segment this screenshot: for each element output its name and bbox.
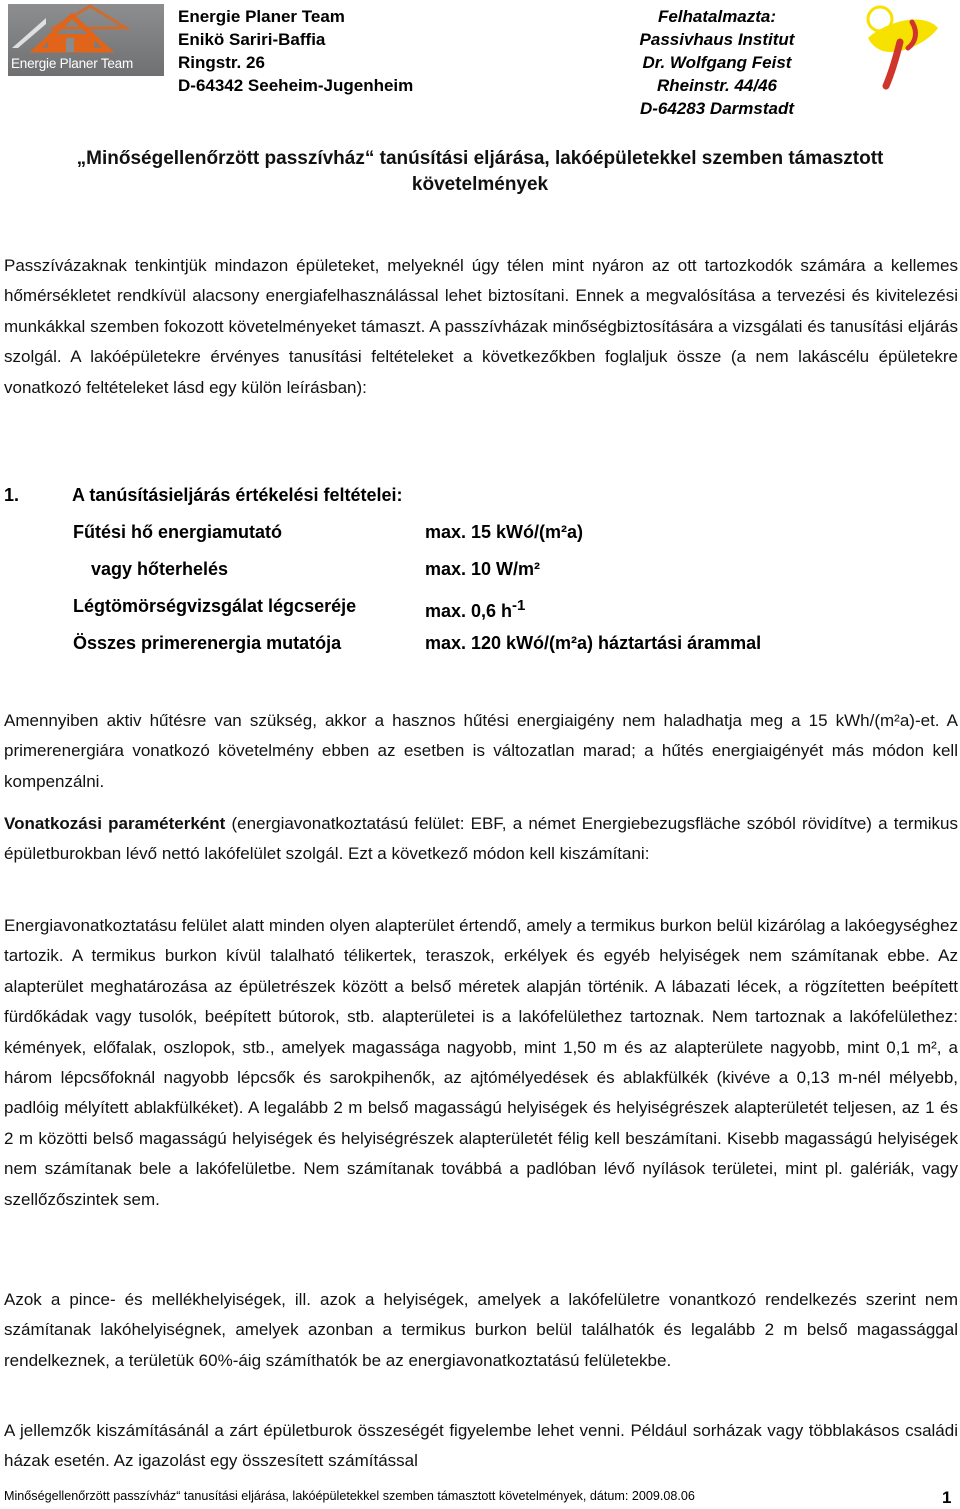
energie-planer-team-logo: [8, 4, 164, 76]
reference-paragraph: [4, 809, 958, 870]
section-heading: [4, 482, 403, 508]
sender-address: [178, 5, 413, 97]
cellar-paragraph: Azok a pince- és mellékhelyiségek, ill. azok a helyiségek, amelyek a lakófelületre vonantkozó rendelkezés szerint nem számítanak lakóhelyiségnek, amelyek azonban a termikus burkon belül találhatók és legalább 2 m belső magassággal rendelkeznek, a területük 60%-áig számíthatók be az energiavonatkoztatású felületekbe.: [4, 1290, 958, 1370]
document-title: [0, 146, 960, 198]
reference-text: (energiavonatkoztatású felület: EBF, a német Energiebezugsfläche szóból rövidítve) a termikus épületburokban lévő nettó lakófelület szolgál. Ezt a következő módon kell kiszámítani:: [4, 814, 958, 864]
recipient-line: Dr. Wolfgang Feist: [642, 53, 792, 72]
intro-paragraph: Passzívázaknak tenkintjük mindazon épületeket, melyeknél úgy télen mint nyáron az ott tartozkodók számára a kellemes hőmérsékletet rendkívül alacsony energiafelhasználással lehet biztosítani. Ennek a megvalósítása a tervezési és kivitelezési munkákkal szemben fokozott követelményeket támaszt. A passzívházak minőségbiztosítására a vizsgálati és tanusítási eljárás szolgál. A lakóépületekre érvényes tanusítási feltételeket a következőkben foglaljuk össze (a nem lakáscélu épületekre vonatkozó feltételeket lásd egy külön leírásban):: [4, 256, 958, 397]
requirement-value: max. 15 kWó/(m²a): [425, 522, 584, 542]
requirement-label: Fűtési hő energiamutató: [73, 522, 283, 542]
reference-term: Vonatkozási paraméterként: [4, 814, 226, 833]
recipient-line: Rheinstr. 44/46: [656, 76, 777, 95]
recipient-address: [612, 5, 822, 120]
requirement-exponent: -1: [512, 597, 526, 614]
section-number: 1.: [4, 485, 20, 505]
characteristics-paragraph: A jellemzők kiszámításánál a zárt épületburok összeségét figyelembe lehet venni. Például sorházak vagy többlakásos családi házak esetén. Az igazolást egy összesített számítással: [4, 1421, 958, 1471]
requirement-label: Légtömörségvizsgálat légcseréje: [73, 596, 357, 616]
recipient-line: Passivhaus Institut: [639, 30, 795, 49]
sender-line: D-64342 Seeheim-Jugenheim: [178, 76, 414, 95]
requirement-label: Összes primerenergia mutatója: [73, 633, 342, 653]
cooling-paragraph: Amennyiben aktiv hűtésre van szükség, akkor a hasznos hűtési energiaigény nem haladhatja meg a 15 kWh/(m²a)-et. A primerenergiára vonatkozó követelmény ebben az esetben is változatlan marad; a hűtés energiaigényét más módon kell kompenzálni.: [4, 711, 958, 791]
logo-wordmark: Energie Planer Team: [11, 56, 134, 71]
sender-line: Enikö Sariri-Baffia: [178, 30, 326, 49]
requirement-value: max. 0,6 h: [425, 601, 513, 621]
sender-line: Energie Planer Team: [178, 7, 345, 26]
requirement-value: max. 10 W/m²: [425, 559, 541, 579]
page-footer: Minőségellenőrzött passzívház“ tanusítási eljárása, lakóépületekkel szemben támasztott követelmények, dátum: 2009.08.06: [4, 1489, 695, 1503]
area-paragraph: Energiavonatkoztatásu felület alatt minden olyen alapterület értendő, amely a termikus burkon belül kizárólag a lakóegységhez tartozik. A termikus burkon kívül talalható télikertek, teraszok, erkélyek és egyéb helyiségek nem számítanak ebbe. Az alapterület meghatározása az épületrészek között a belső méretek alapján történik. A lábazati lécek, a rögzítetten beépített fürdőkádak vagy tusolók, beépített bútorok, stb. alapterületei is a lakófelülethez tartoznak. Nem tartoznak a lakófelülethez: kémények, előfalak, oszlopok, stb., amelyek magassága nagyobb, mint 1,50 m és az alapterülete nagyobb, mint 0,1 m², a három lépcsőfoknál nagyobb lépcsők és sarokpihenők, az ajtómélyedések és ablakfülkék (kivéve a 0,13 m-nél mélyebb, padlóig mélyített ablakfülkéket). A legalább 2 m belső magasságú helyiségek és helyiségrészek alapterületét teljesen, az 1 és 2 m közötti belső magasságú helyiségek és helyiségrészek alapterületét félig kell beszámítani. Kisebb magasságú helyiségek nem számítanak bele a lakófelületbe. Nem számítanak továbbá a padlóban lévő nyílások területei, mint pl. galériák, vagy szellőzőszintek sem.: [4, 916, 958, 1209]
requirement-value: max. 120 kWó/(m²a) háztartási árammal: [425, 633, 762, 653]
recipient-line: Felhatalmazta:: [657, 7, 777, 26]
page-number: 1: [942, 1488, 952, 1507]
requirement-value-group: [425, 593, 525, 624]
requirement-label: vagy hőterhelés: [91, 559, 229, 579]
title-line: követelmények: [411, 174, 549, 195]
recipient-line: D-64283 Darmstadt: [639, 99, 794, 118]
sender-line: Ringstr. 26: [178, 53, 265, 72]
passivhaus-institut-logo-icon: [862, 2, 944, 90]
title-line: „Minőségellenőrzött passzívház“ tanúsítási eljárása, lakóépületekkel szemben támasztott: [76, 148, 884, 169]
section-title: A tanúsításieljárás értékelési feltételei:: [72, 485, 403, 505]
